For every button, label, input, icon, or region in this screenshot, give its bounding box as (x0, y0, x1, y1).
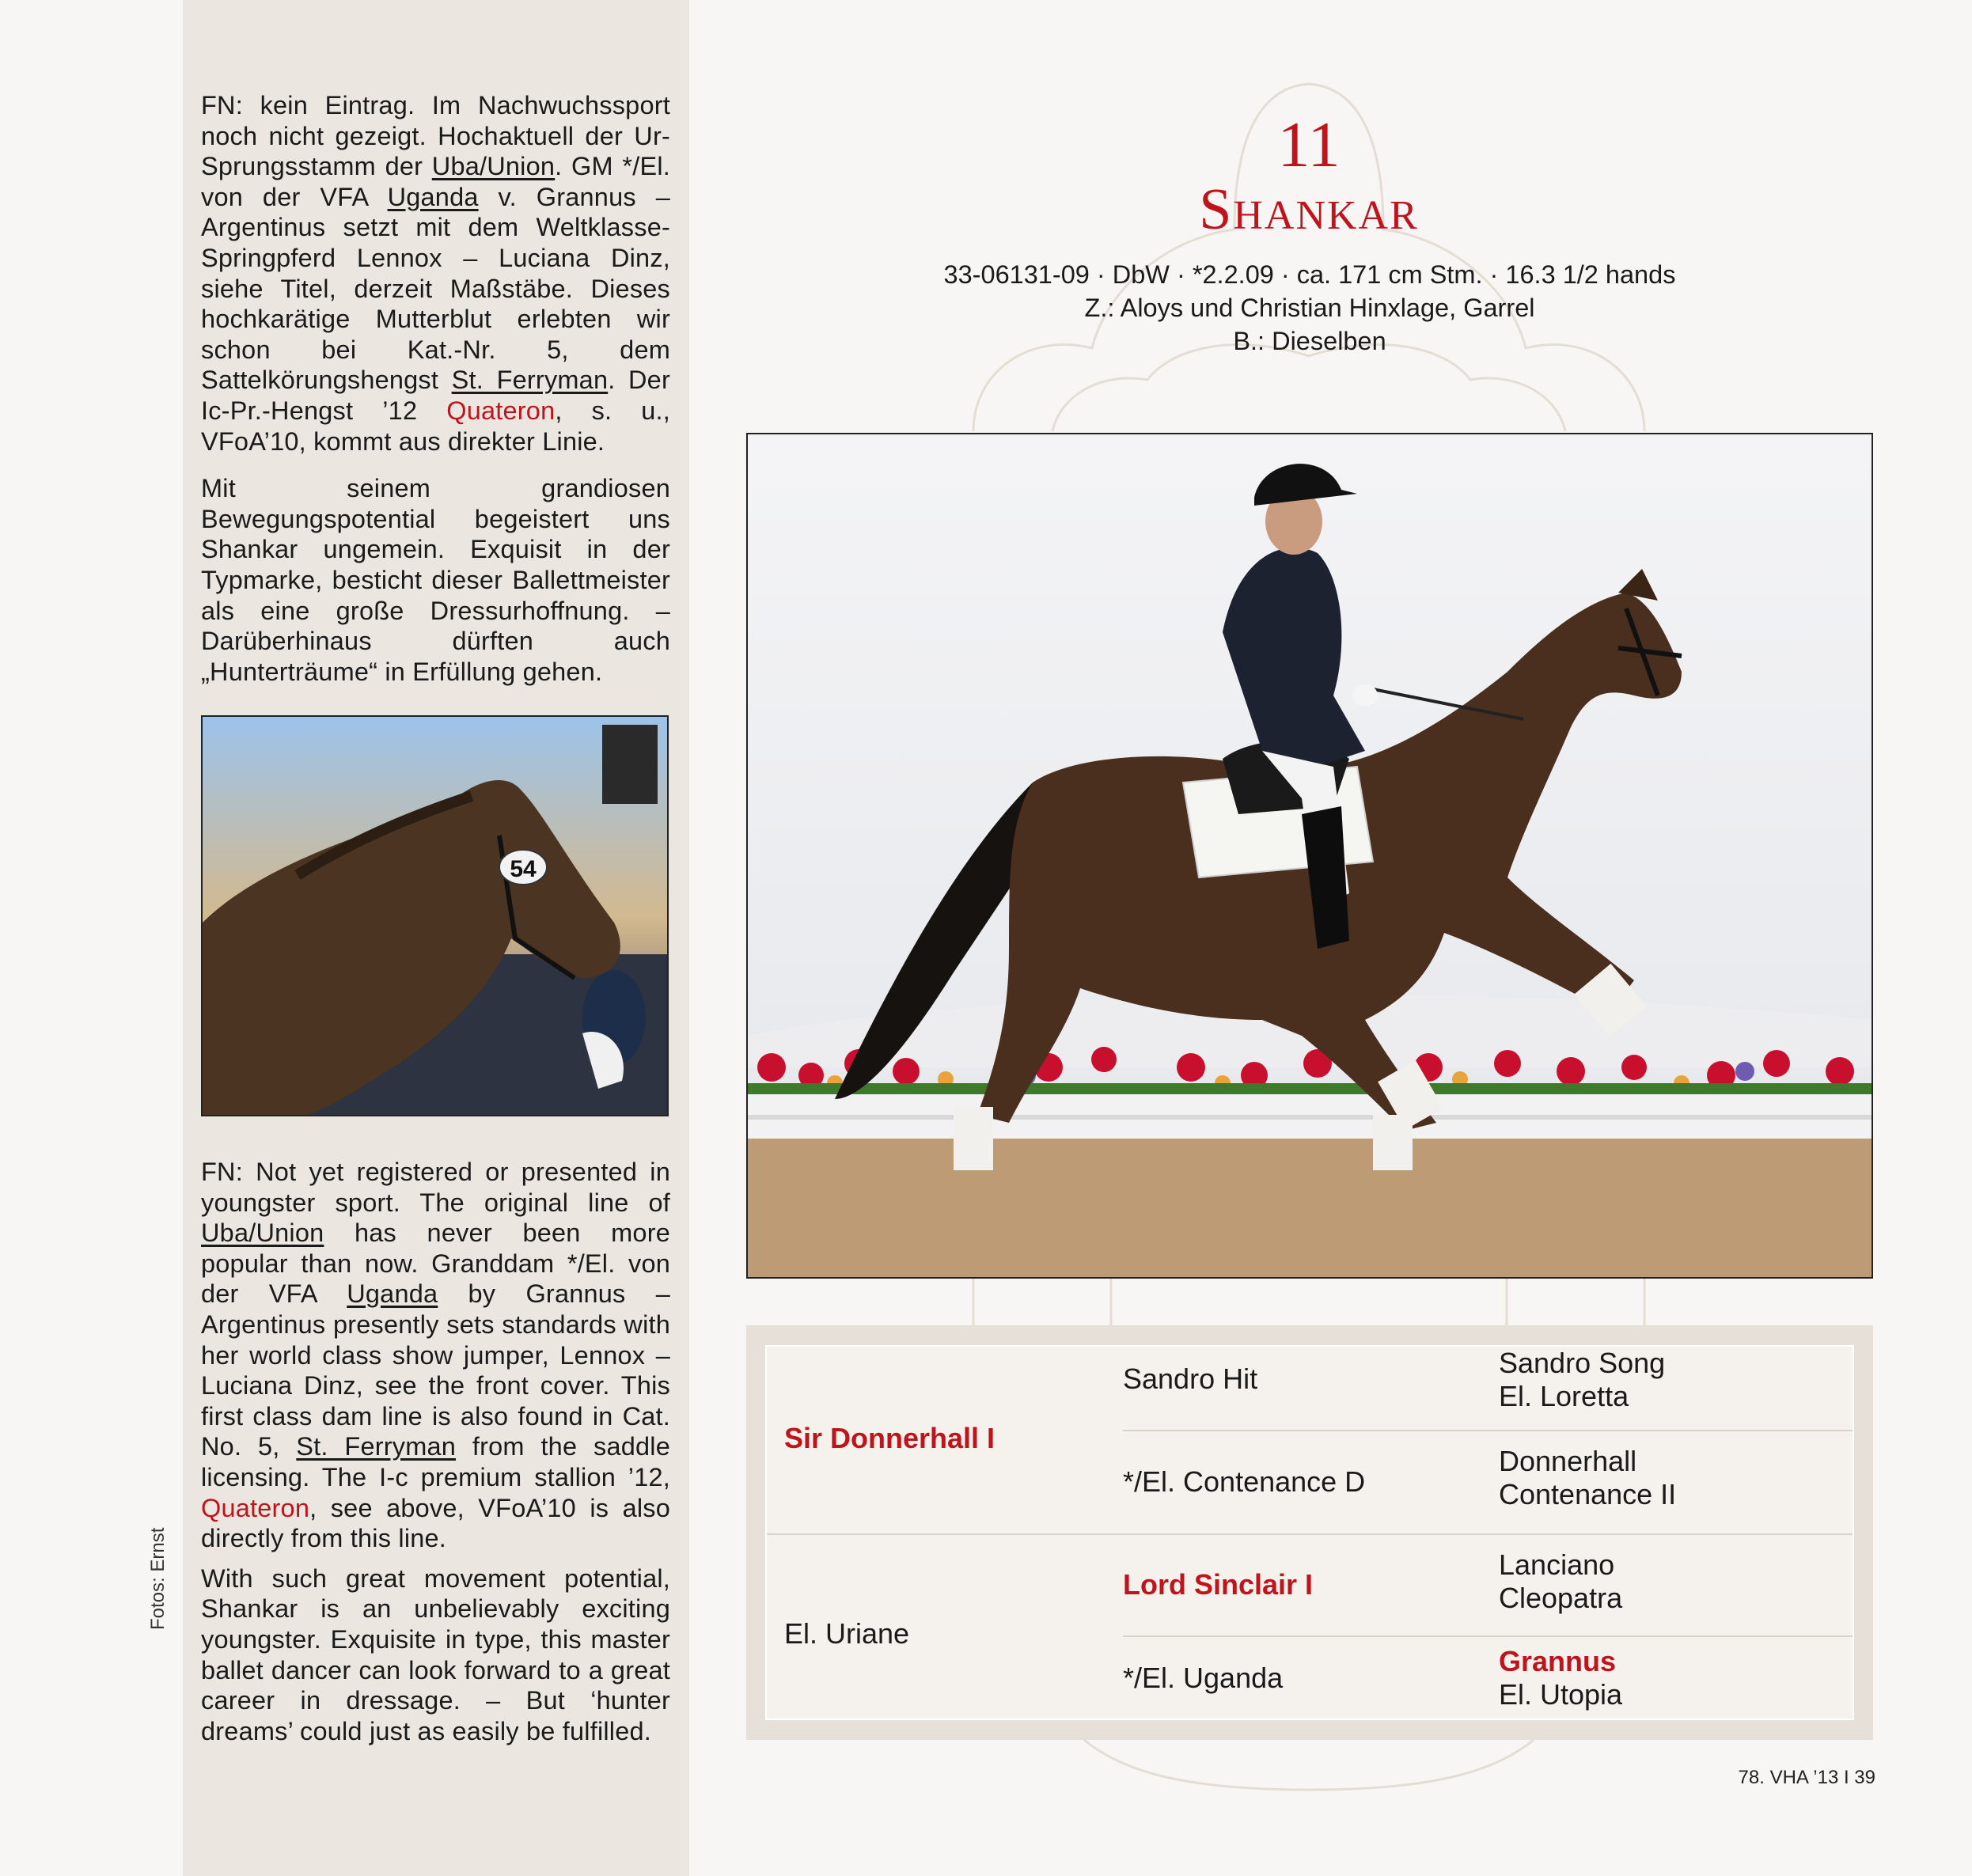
pedigree-divider (1123, 1430, 1853, 1431)
underlined-reference: St. Ferryman (296, 1432, 457, 1461)
underlined-reference: St. Ferryman (451, 366, 609, 395)
text-run: FN: kein Eintrag. Im Nachwuchssport noch nicht gezeigt. (201, 91, 670, 150)
breeder-line: Z.: Aloys und Christian Hinxlage, Garrel (1084, 294, 1535, 322)
text-run: , see above, VFoA’10 is also directly from this line. (201, 1493, 670, 1553)
pedigree-dam-dam: */El. Uganda (1123, 1662, 1284, 1694)
pedigree-dam: El. Uriane (784, 1617, 910, 1650)
text-run: . GM */El. von der VFA (201, 152, 670, 211)
horse-head-image (203, 717, 669, 1116)
pedigree-ds2: Cleopatra (1499, 1582, 1623, 1614)
english-text (201, 1157, 670, 1746)
pedigree-dd2: El. Utopia (1499, 1678, 1623, 1711)
pedigree-divider (767, 1533, 1853, 1535)
pedigree-sire-sire: Sandro Hit (1123, 1362, 1258, 1395)
pedigree-dd1: Grannus (1499, 1645, 1617, 1677)
text-run: by Grannus – Argentinus presently sets standards with her world class show jumper, Lennox – Luciana Dinz, see the front cover. This first class dam line is also found in Cat. No. 5, (201, 1279, 670, 1461)
text-run: Hochaktuell der Ur-Sprungsstamm der (201, 121, 670, 181)
number-tag: 54 (510, 856, 537, 882)
text-run: , s. u., VFoA’10, kommt aus direkter Linie. (201, 396, 671, 456)
pedigree-ss2: El. Loretta (1499, 1380, 1629, 1412)
text-run: The original line of (400, 1188, 670, 1217)
german-paragraph-1 (201, 90, 670, 457)
main-dressage-photo (746, 433, 1873, 1279)
underlined-reference: Uba/Union (201, 1218, 324, 1248)
english-paragraph-1 (201, 1157, 670, 1554)
text-run: v. Grannus – Argentinus setzt mit dem Weltklasse-Springpferd Lennox – Luciana Dinz, siehe Titel, derzeit Maßstäbe. Dieses hochkarätige Mutterblut erlebten wir schon bei Kat.-Nr. 5, dem Sattelkörungshengst (201, 182, 670, 395)
pedigree-sd1: Donnerhall (1499, 1445, 1637, 1477)
underlined-reference: Uganda (387, 182, 479, 211)
german-text (201, 90, 670, 687)
pedigree-sire: Sir Donnerhall I (784, 1422, 995, 1454)
photo-credit: Fotos: Ernst (147, 1527, 169, 1630)
pedigree-dam-sire: Lord Sinclair I (1123, 1568, 1314, 1601)
horse-head-photo (201, 715, 669, 1116)
underlined-reference: Uganda (347, 1279, 438, 1309)
pedigree-sire-dam: */El. Contenance D (1123, 1465, 1366, 1498)
english-paragraph-2: With such great movement potential, Shankar is an unbelievably exciting youngster. Exquisite in type, this master ballet dancer can look forward to a great career in dressage. – But ‘hunter dreams’ could just as easily be fulfilled. (201, 1563, 670, 1745)
text-run: FN: Not yet registered or presented in youngster sport. (201, 1158, 670, 1217)
horse-details: 33-06131-09 · DbW · *2.2.09 · ca. 171 cm Stm. · 16.3 1/2 hands (943, 260, 1676, 289)
dressage-horse-image (748, 434, 1873, 1279)
highlighted-name: Quateron (201, 1493, 310, 1522)
pedigree-divider (1123, 1635, 1853, 1637)
catalog-number: 11 (1277, 108, 1341, 180)
owner-line: B.: Dieselben (1233, 327, 1386, 355)
horse-name: Shankar (1199, 177, 1419, 242)
highlighted-name: Quateron (446, 396, 556, 425)
pedigree-sd2: Contenance II (1499, 1478, 1677, 1510)
pedigree-ss1: Sandro Song (1499, 1347, 1666, 1379)
text-run: . Der Ic-Pr.-Hengst ’12 (201, 366, 670, 425)
pedigree-ds1: Lanciano (1499, 1548, 1615, 1581)
pedigree-table (765, 1345, 1854, 1720)
text-run: has never been more popular than now. Granddam */El. von der VFA (201, 1218, 670, 1309)
german-paragraph-2: Mit seinem grandiosen Bewegungspotential begeistert uns Shankar ungemein. Exquisit in der Typmarke, besticht dieser Ballettmeister als eine große Dressurhoffnung. – Darüberhinaus dürften auch „Hunterträume“ in Erfüllung gehen. (201, 474, 670, 686)
text-run: from the saddle licensing. The I-c premium stallion ’12, (201, 1432, 670, 1491)
underlined-reference: Uba/Union (431, 152, 556, 181)
page-number: 78. VHA ’13 I 39 (1738, 1767, 1875, 1788)
